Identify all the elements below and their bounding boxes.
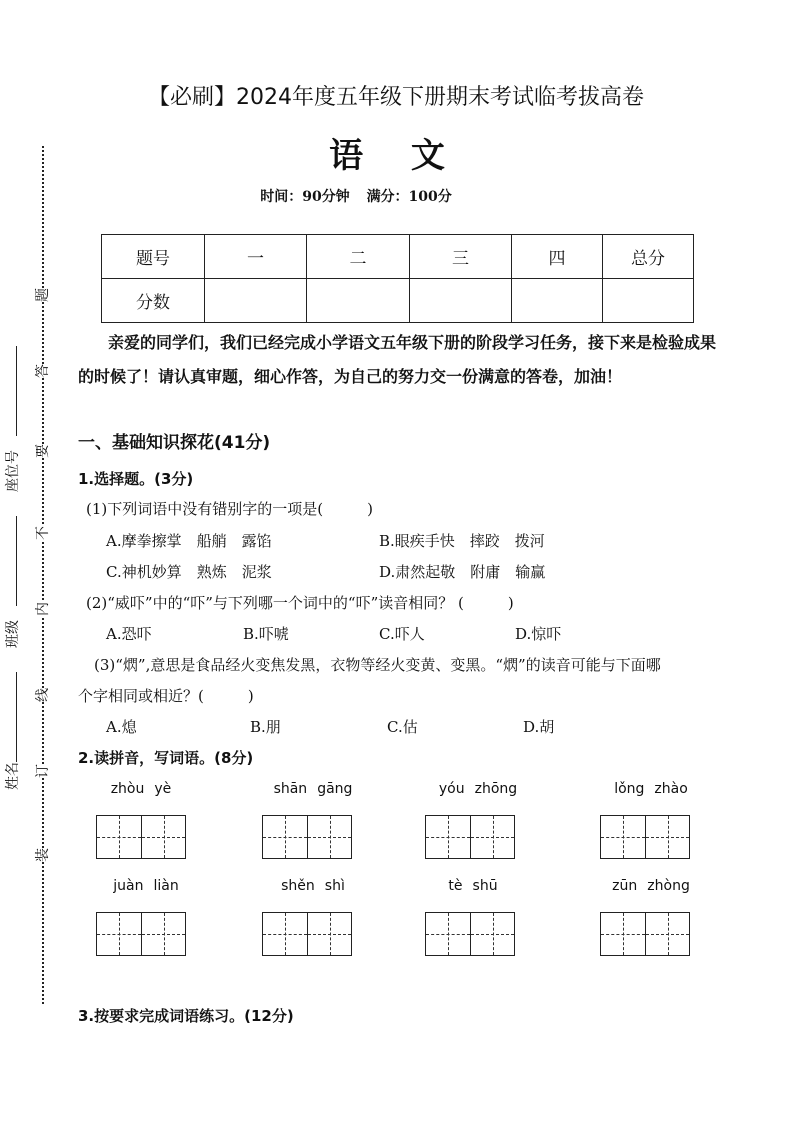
q1-sub1-stem: (1)下列词语中没有错别字的一项是( ) — [86, 500, 373, 518]
score-table-header: 一 — [205, 235, 307, 279]
q1-sub3-stem: (3)“熌”,意思是食品经火变焦发黑，衣物等经火变黄、变黑。“熌”的读音可能与下面哪 — [94, 656, 661, 674]
score-cell[interactable] — [410, 279, 512, 323]
binding-char: 要 — [35, 444, 51, 458]
pinyin-label: lǒng zhào — [614, 781, 688, 797]
exam-meta — [0, 186, 712, 206]
score-table-header: 三 — [410, 235, 512, 279]
score-cell[interactable] — [603, 279, 694, 323]
score-table — [101, 234, 694, 323]
binding-char: 答 — [35, 364, 51, 378]
pinyin-label: zhòu yè — [110, 781, 172, 797]
intro-paragraph: 亲爱的同学们，我们已经完成小学语文五年级下册的阶段学习任务，接下来是检验成果的时候了！请认真审题，细心作答，为自己的努力交一份满意的答卷，加油！ — [78, 333, 717, 386]
score-table-score-row — [102, 279, 694, 323]
seat-label: 座位号 — [5, 450, 21, 492]
tianzige-grid[interactable] — [425, 912, 515, 956]
q1-sub1-option-c: C.神机妙算 熟炼 泥浆 — [106, 563, 272, 581]
q1-sub3-option-d: D.胡 — [523, 718, 555, 736]
q1-sub1-option-b: B.眼疾手快 摔跤 拨河 — [379, 532, 545, 550]
exam-title: 【必刷】2024年度五年级下册期末考试临考拔高卷 — [148, 85, 644, 110]
seat-write-line[interactable] — [16, 346, 17, 436]
score-table-header: 二 — [307, 235, 410, 279]
score-table-header: 总分 — [603, 235, 694, 279]
tianzige-grid[interactable] — [262, 912, 352, 956]
q1-sub3-option-a: A.熄 — [106, 718, 137, 736]
question-2-title: 2.读拼音，写词语。(8分) — [78, 749, 254, 767]
pinyin-label: shān gāng — [273, 781, 353, 797]
tianzige-grid[interactable] — [425, 815, 515, 859]
class-write-line[interactable] — [16, 516, 17, 606]
subject-title: 语 文 — [329, 136, 463, 176]
binding-dotted-line — [42, 146, 44, 1004]
tianzige-grid[interactable] — [600, 815, 690, 859]
tianzige-grid[interactable] — [262, 815, 352, 859]
binding-char: 装 — [35, 848, 51, 862]
q1-sub3-option-b: B.朋 — [250, 718, 281, 736]
score-cell[interactable] — [205, 279, 307, 323]
score-row-label: 分数 — [102, 279, 205, 323]
time-info: 时间：90分钟 — [260, 189, 350, 205]
score-cell[interactable] — [307, 279, 410, 323]
binding-char: 不 — [35, 526, 51, 540]
question-1-title: 1.选择题。(3分) — [78, 470, 194, 488]
pinyin-label: shěn shì — [281, 878, 345, 894]
name-label: 姓名 — [5, 762, 21, 790]
q1-sub2-option-a: A.恐吓 — [106, 625, 152, 643]
score-table-header: 题号 — [102, 235, 205, 279]
pinyin-label: zūn zhòng — [612, 878, 690, 894]
pinyin-label: tè shū — [448, 878, 498, 894]
binding-char: 订 — [35, 764, 51, 778]
binding-char: 内 — [35, 602, 51, 616]
section-title: 一、基础知识探花(41分) — [78, 433, 271, 453]
tianzige-grid[interactable] — [600, 912, 690, 956]
q1-sub1-option-d: D.肃然起敬 附庸 输赢 — [379, 563, 546, 581]
score-info: 满分：100分 — [366, 189, 452, 205]
q1-sub3-stem-cont: 个字相同或相近？( ) — [78, 687, 254, 705]
q1-sub1-option-a: A.摩拳擦掌 船艄 露馅 — [106, 532, 272, 550]
q1-sub2-option-c: C.吓人 — [379, 625, 425, 643]
binding-char: 线 — [35, 688, 51, 702]
class-label: 班级 — [5, 620, 21, 648]
score-table-header-row — [102, 235, 694, 279]
q1-sub3-option-c: C.估 — [387, 718, 418, 736]
name-write-line[interactable] — [16, 672, 17, 762]
q1-sub2-option-b: B.吓唬 — [243, 625, 289, 643]
tianzige-grid[interactable] — [96, 912, 186, 956]
tianzige-grid[interactable] — [96, 815, 186, 859]
question-3-title: 3.按要求完成词语练习。(12分) — [78, 1007, 294, 1025]
pinyin-label: juàn liàn — [113, 878, 179, 894]
score-table-header: 四 — [512, 235, 603, 279]
q1-sub2-option-d: D.惊吓 — [515, 625, 562, 643]
pinyin-label: yóu zhōng — [438, 781, 518, 797]
binding-char: 题 — [35, 288, 51, 302]
score-cell[interactable] — [512, 279, 603, 323]
q1-sub2-stem: (2)“威吓”中的“吓”与下列哪一个词中的“吓”读音相同？ ( ) — [86, 594, 514, 612]
